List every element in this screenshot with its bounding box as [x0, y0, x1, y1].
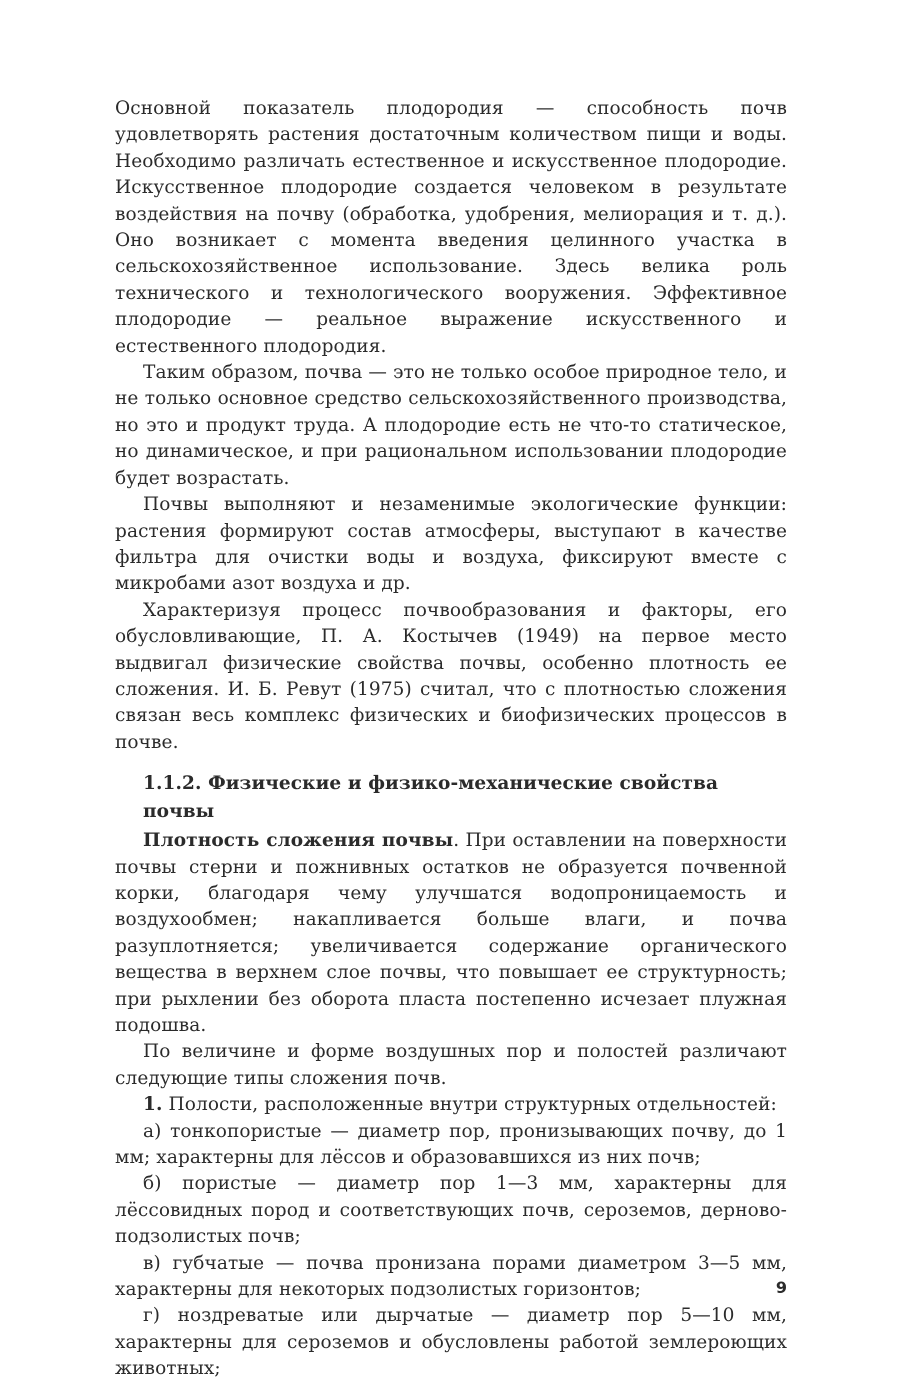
paragraph-ecological-functions: Почвы выполняют и незаменимые экологические функции: растения формируют состав атмосферы, выступают в качестве фильтра для очистки воды и воздуха, фиксируют вместе с микробами азот воздуха и др. [115, 494, 787, 595]
paragraph-types-intro: По величине и форме воздушных пор и полостей различают следующие типы сложения почв. [115, 1041, 787, 1089]
paragraph-fertility: Основной показатель плодородия — способность почв удовлетворять растения достаточным количеством пищи и воды. Необходимо различать естественное и искусственное плодородие. Искусственное плодородие создается человеком в результате воздействия на почву (обработка, удобрения, мелиорация и т. д.). Оно возникает с момента введения целинного участка в сельскохозяйственное использование. Здесь велика роль технического и технологического вооружения. Эффективное плодородие — реальное выражение искусственного и естественного плодородия. [115, 98, 787, 357]
list-item-1-text: Полости, расположенные внутри структурных отдельностей: [162, 1094, 777, 1116]
section-heading: 1.1.2. Физические и физико-механические свойства почвы [143, 773, 719, 823]
list-item-1 [115, 1092, 787, 1118]
density-text: . При оставлении на поверхности почвы стерни и пожнивных остатков не образуется почвенной корки, благодаря чему улучшатся водопроницаемость и воздухообмен; накапливается больше влаги, и почва разуплотняется; увеличивается содержание органического вещества в верхнем слое почвы, что повышает ее структурность; при рыхлении без оборота пласта постепенно исчезает плужная подошва. [115, 830, 787, 1036]
list-item-b: б) пористые — диаметр пор 1—3 мм, характерны для лёссовидных пород и соответствующих почв, сероземов, дерново-подзолистых почв; [115, 1173, 787, 1248]
list-item-a: а) тонкопористые — диаметр пор, пронизывающих почву, до 1 мм; характерны для лёссов и образовавшихся из них почв; [115, 1120, 787, 1169]
paragraph-density [115, 828, 787, 1039]
list-item-1-number: 1. [143, 1094, 163, 1116]
list-item-g: г) ноздреватые или дырчатые — диаметр пор 5—10 мм, характерны для сероземов и обусловлены работой землероющих животных; [115, 1305, 787, 1380]
page-body [115, 96, 787, 1383]
paragraph-soil-as-product: Таким образом, почва — это не только особое природное тело, и не только основное средство сельскохозяйственного производства, но это и продукт труда. А плодородие есть не что-то статическое, но динамическое, и при рациональном использовании плодородие будет возрастать. [115, 362, 787, 489]
list-item-v: в) губчатые — почва пронизана порами диаметром 3—5 мм, характерны для некоторых подзолистых горизонтов; [115, 1252, 787, 1301]
density-term: Плотность сложения почвы [143, 830, 454, 852]
paragraph-kostychev: Характеризуя процесс почвообразования и факторы, его обусловливающие, П. А. Костычев (1949) на первое место выдвигал физические свойства почвы, особенно плотность ее сложения. И. Б. Ревут (1975) считал, что с плотностью сложения связан весь комплекс физических и биофизических процессов в почве. [115, 599, 787, 753]
page-number: 9 [775, 1278, 787, 1297]
